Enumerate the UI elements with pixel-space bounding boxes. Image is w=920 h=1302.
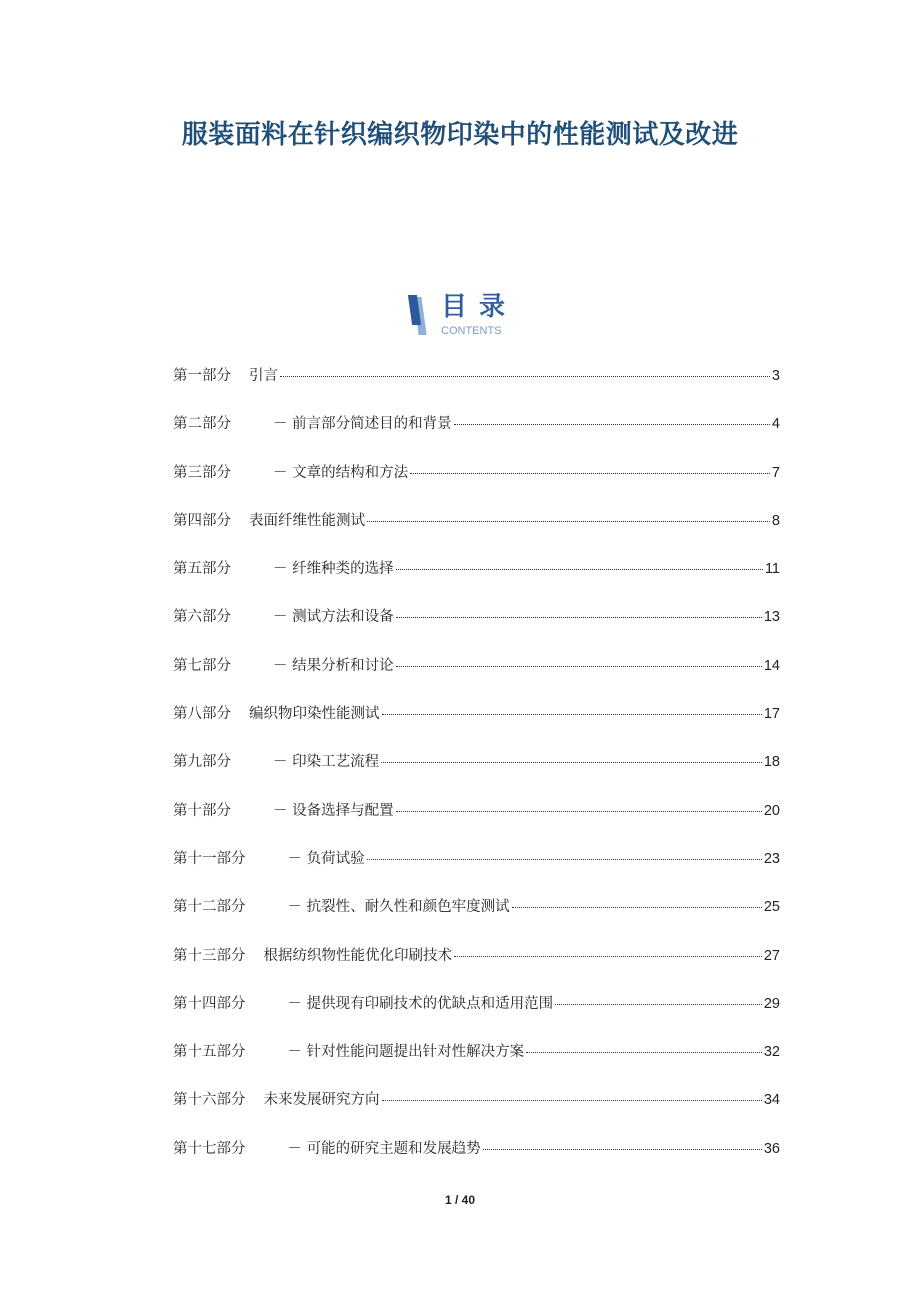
toc-entry[interactable] bbox=[173, 1090, 780, 1138]
toc-part-label: 第三部分 bbox=[173, 464, 231, 481]
toc-entry-title[interactable]: 引言 bbox=[249, 368, 278, 384]
table-of-contents bbox=[173, 366, 780, 1187]
toc-entry-title[interactable]: 编织物印染性能测试 bbox=[249, 706, 380, 723]
toc-dot-leader bbox=[396, 617, 762, 618]
toc-entry[interactable] bbox=[173, 752, 780, 800]
toc-entry[interactable] bbox=[173, 463, 780, 511]
toc-entry[interactable] bbox=[173, 1139, 780, 1187]
toc-entry-title[interactable]: － 负荷试验 bbox=[287, 850, 365, 867]
toc-page-number: 32 bbox=[763, 1044, 780, 1061]
toc-entry-title[interactable]: 未来发展研究方向 bbox=[263, 1092, 380, 1109]
toc-dot-leader bbox=[382, 1100, 762, 1101]
toc-dot-leader bbox=[396, 569, 763, 570]
toc-page-number: 13 bbox=[763, 609, 780, 626]
toc-part-label: 第十三部分 bbox=[173, 947, 246, 964]
toc-entry-title[interactable]: － 可能的研究主题和发展趋势 bbox=[287, 1140, 481, 1157]
contents-subheading: CONTENTS bbox=[441, 325, 502, 337]
contents-logo bbox=[408, 293, 528, 339]
toc-part-label: 第十七部分 bbox=[173, 1140, 246, 1157]
toc-part-label: 第十四部分 bbox=[173, 995, 246, 1012]
toc-page-number: 23 bbox=[763, 850, 780, 867]
toc-entry[interactable] bbox=[173, 1042, 780, 1090]
toc-part-label: 第八部分 bbox=[173, 706, 231, 723]
toc-dot-leader bbox=[555, 1004, 762, 1005]
toc-entry-title[interactable]: 表面纤维性能测试 bbox=[249, 512, 365, 529]
contents-heading: 目录 bbox=[441, 292, 518, 322]
toc-entry-title[interactable]: － 纤维种类的选择 bbox=[273, 561, 394, 578]
toc-entry[interactable] bbox=[173, 946, 780, 994]
toc-page-number: 11 bbox=[764, 561, 780, 578]
toc-dot-leader bbox=[410, 473, 770, 474]
toc-page-number: 17 bbox=[763, 706, 780, 723]
toc-dot-leader bbox=[396, 666, 762, 667]
toc-entry[interactable] bbox=[173, 897, 780, 945]
toc-part-label: 第四部分 bbox=[173, 512, 231, 529]
toc-entry[interactable] bbox=[173, 994, 780, 1042]
toc-page-number: 3 bbox=[771, 368, 780, 384]
toc-dot-leader bbox=[367, 859, 762, 860]
toc-part-label: 第九部分 bbox=[173, 754, 231, 771]
toc-part-label: 第六部分 bbox=[173, 609, 231, 626]
toc-entry[interactable] bbox=[173, 366, 780, 414]
toc-entry[interactable] bbox=[173, 511, 780, 559]
toc-dot-leader bbox=[381, 762, 762, 763]
toc-part-label: 第五部分 bbox=[173, 561, 231, 578]
toc-page-number: 29 bbox=[763, 995, 780, 1012]
toc-part-label: 第七部分 bbox=[173, 657, 231, 674]
toc-part-label: 第十部分 bbox=[173, 802, 231, 819]
toc-entry[interactable] bbox=[173, 414, 780, 462]
toc-entry-title[interactable]: 根据纺织物性能优化印刷技术 bbox=[263, 947, 452, 964]
toc-part-label: 第十五部分 bbox=[173, 1044, 246, 1061]
toc-page-number: 20 bbox=[763, 802, 780, 819]
toc-dot-leader bbox=[512, 907, 762, 908]
toc-page-number: 27 bbox=[763, 947, 780, 964]
toc-dot-leader bbox=[454, 424, 770, 425]
toc-entry[interactable] bbox=[173, 559, 780, 607]
page-number: 1 / 40 bbox=[444, 1193, 476, 1207]
toc-page-number: 14 bbox=[763, 657, 780, 674]
toc-dot-leader bbox=[382, 714, 762, 715]
toc-entry-title[interactable]: － 设备选择与配置 bbox=[273, 802, 394, 819]
toc-dot-leader bbox=[367, 521, 770, 522]
toc-entry[interactable] bbox=[173, 607, 780, 655]
document-title: 服装面料在针织编织物印染中的性能测试及改进 bbox=[181, 120, 739, 150]
toc-dot-leader bbox=[483, 1149, 762, 1150]
toc-entry-title[interactable]: － 印染工艺流程 bbox=[273, 754, 380, 771]
toc-page-number: 8 bbox=[771, 512, 780, 529]
toc-entry[interactable] bbox=[173, 704, 780, 752]
toc-entry-title[interactable]: － 针对性能问题提出针对性解决方案 bbox=[287, 1044, 525, 1061]
toc-dot-leader bbox=[396, 811, 762, 812]
toc-entry-title[interactable]: － 前言部分简述目的和背景 bbox=[273, 416, 452, 433]
toc-entry-title[interactable]: － 抗裂性、耐久性和颜色牢度测试 bbox=[287, 899, 510, 916]
toc-part-label: 第十二部分 bbox=[173, 899, 246, 916]
toc-entry-title[interactable]: － 提供现有印刷技术的优缺点和适用范围 bbox=[287, 995, 554, 1012]
toc-page-number: 4 bbox=[771, 416, 780, 433]
toc-dot-leader bbox=[454, 956, 762, 957]
toc-page-number: 34 bbox=[763, 1092, 780, 1109]
toc-entry-title[interactable]: － 文章的结构和方法 bbox=[273, 464, 409, 481]
toc-page-number: 36 bbox=[763, 1140, 780, 1157]
toc-entry[interactable] bbox=[173, 656, 780, 704]
toc-page-number: 25 bbox=[763, 899, 780, 916]
toc-part-label: 第二部分 bbox=[173, 416, 231, 433]
toc-page-number: 18 bbox=[763, 754, 780, 771]
toc-part-label: 第十六部分 bbox=[173, 1092, 246, 1109]
toc-entry[interactable] bbox=[173, 801, 780, 849]
toc-entry-title[interactable]: － 测试方法和设备 bbox=[273, 609, 394, 626]
toc-entry[interactable] bbox=[173, 849, 780, 897]
toc-part-label: 第一部分 bbox=[173, 368, 231, 384]
toc-part-label: 第十一部分 bbox=[173, 850, 246, 867]
toc-dot-leader bbox=[280, 376, 770, 377]
toc-page-number: 7 bbox=[771, 464, 780, 481]
toc-dot-leader bbox=[526, 1052, 762, 1053]
toc-entry-title[interactable]: － 结果分析和讨论 bbox=[273, 657, 394, 674]
